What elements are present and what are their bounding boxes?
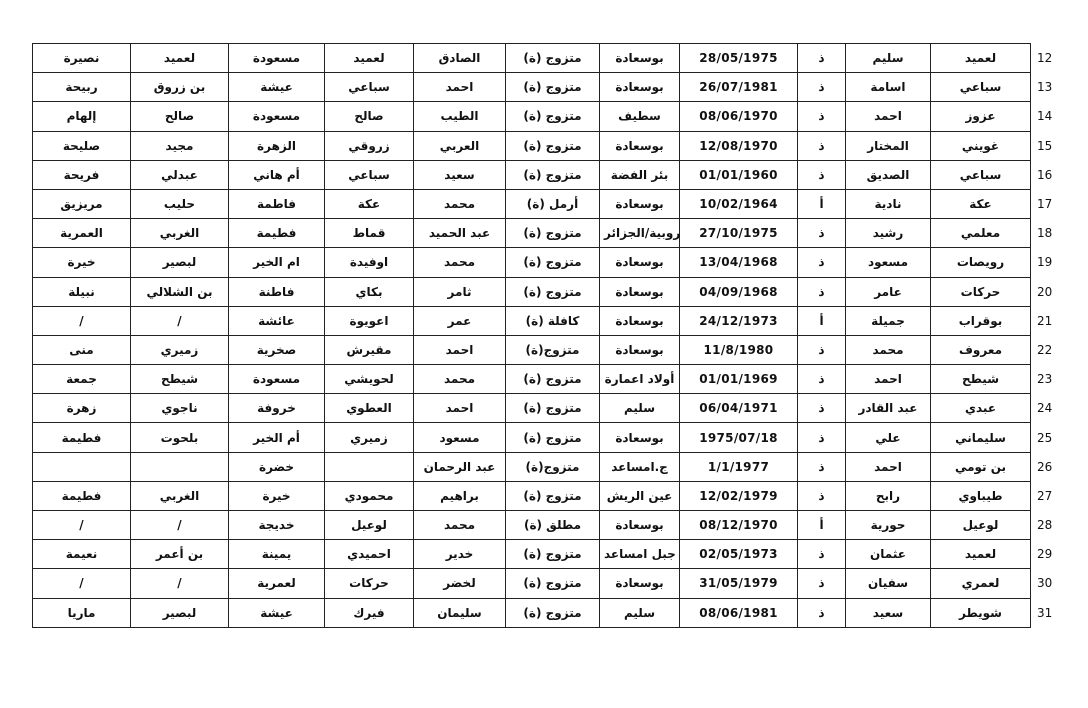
cell-grandmother-first-name: لعمرية: [229, 569, 325, 598]
table-row: [33, 423, 1088, 452]
cell-marital-status: أرمل (ة): [506, 189, 600, 218]
cell-grandmother-last-name: اعويوة: [325, 306, 414, 335]
cell-marital-status: متزوج (ة): [506, 219, 600, 248]
cell-first-name: عبد القادر: [846, 394, 931, 423]
cell-gender: ذ: [798, 44, 846, 73]
cell-birth-place: أولاد اعمارة: [600, 365, 680, 394]
cell-grandmother-last-name: فيرك: [325, 598, 414, 627]
cell-grandmother-first-name: خروفة: [229, 394, 325, 423]
row-number: 20: [1037, 284, 1053, 299]
row-number: 26: [1037, 459, 1053, 474]
cell-first-name: محمد: [846, 335, 931, 364]
cell-mother-last-name: الغربي: [131, 481, 229, 510]
cell-birth-date: 27/10/1975: [680, 219, 798, 248]
cell-mother-first-name: /: [33, 569, 131, 598]
row-number: 23: [1037, 372, 1053, 387]
cell-birth-date: 06/04/1971: [680, 394, 798, 423]
cell-first-name: احمد: [846, 102, 931, 131]
cell-birth-place: جبل امساعد: [600, 540, 680, 569]
cell-birth-place: بوسعادة: [600, 569, 680, 598]
cell-grandmother-last-name: سباعي: [325, 73, 414, 102]
cell-birth-date: 24/12/1973: [680, 306, 798, 335]
row-number: 12: [1037, 51, 1053, 66]
cell-grandmother-first-name: صخرية: [229, 335, 325, 364]
cell-last-name: طيباوي: [931, 481, 1031, 510]
cell-first-name: المختار: [846, 131, 931, 160]
cell-last-name: بوقراب: [931, 306, 1031, 335]
row-number: 22: [1037, 342, 1053, 357]
cell-grandmother-first-name: فاطنة: [229, 277, 325, 306]
cell-mother-last-name: لبصير: [131, 598, 229, 627]
cell-marital-status: (ة)متزوج: [506, 335, 600, 364]
cell-father-name: احمد: [414, 73, 506, 102]
cell-mother-first-name: إلهام: [33, 102, 131, 131]
roster-rows: [33, 44, 1088, 628]
cell-grandmother-first-name: مسعودة: [229, 365, 325, 394]
cell-mother-first-name: صليحة: [33, 131, 131, 160]
cell-gender: ذ: [798, 160, 846, 189]
cell-mother-last-name: /: [131, 306, 229, 335]
cell-gender: ذ: [798, 102, 846, 131]
cell-grandmother-last-name: قماط: [325, 219, 414, 248]
cell-first-name: علي: [846, 423, 931, 452]
cell-birth-date: 01/01/1969: [680, 365, 798, 394]
cell-first-name: سعيد: [846, 598, 931, 627]
cell-gender: ذ: [798, 423, 846, 452]
cell-last-name: عكة: [931, 189, 1031, 218]
cell-birth-place: بوسعادة: [600, 511, 680, 540]
cell-birth-place: سليم: [600, 394, 680, 423]
cell-mother-first-name: ماريا: [33, 598, 131, 627]
table-row: [33, 131, 1088, 160]
cell-father-name: احمد: [414, 335, 506, 364]
cell-birth-place: عين الريش: [600, 481, 680, 510]
cell-mother-first-name: جمعة: [33, 365, 131, 394]
cell-mother-first-name: العمرية: [33, 219, 131, 248]
cell-gender: ذ: [798, 598, 846, 627]
cell-gender: ذ: [798, 394, 846, 423]
cell-grandmother-last-name: زميري: [325, 423, 414, 452]
cell-mother-first-name: [33, 452, 131, 481]
cell-birth-place: بوسعادة: [600, 306, 680, 335]
table-row: [33, 511, 1088, 540]
cell-mother-last-name: /: [131, 569, 229, 598]
cell-father-name: سليمان: [414, 598, 506, 627]
cell-last-name: رويصات: [931, 248, 1031, 277]
cell-first-name: الصديق: [846, 160, 931, 189]
cell-grandmother-last-name: سباعي: [325, 160, 414, 189]
cell-mother-last-name: زميري: [131, 335, 229, 364]
cell-mother-first-name: /: [33, 511, 131, 540]
cell-last-name: لعميد: [931, 540, 1031, 569]
cell-father-name: لخضر: [414, 569, 506, 598]
cell-birth-date: 13/04/1968: [680, 248, 798, 277]
cell-grandmother-first-name: فاطمة: [229, 189, 325, 218]
cell-birth-date: 08/06/1981: [680, 598, 798, 627]
cell-mother-last-name: بن الشلالي: [131, 277, 229, 306]
cell-grandmother-first-name: عائشة: [229, 306, 325, 335]
cell-mother-first-name: فطيمة: [33, 481, 131, 510]
table-row: [33, 481, 1088, 510]
cell-grandmother-last-name: لعميد: [325, 44, 414, 73]
cell-first-name: عثمان: [846, 540, 931, 569]
cell-gender: ذ: [798, 365, 846, 394]
cell-marital-status: متزوج (ة): [506, 102, 600, 131]
cell-birth-date: 08/12/1970: [680, 511, 798, 540]
cell-father-name: عبد الرحمان: [414, 452, 506, 481]
cell-father-name: محمد: [414, 365, 506, 394]
cell-birth-place: بوسعادة: [600, 423, 680, 452]
cell-mother-last-name: حليب: [131, 189, 229, 218]
table-row: [33, 394, 1088, 423]
cell-grandmother-last-name: احميدي: [325, 540, 414, 569]
cell-grandmother-last-name: مقيرش: [325, 335, 414, 364]
roster-table: [32, 43, 1088, 628]
cell-birth-place: سطيف: [600, 102, 680, 131]
cell-gender: أ: [798, 511, 846, 540]
cell-birth-date: 1/1/1977: [680, 452, 798, 481]
cell-grandmother-last-name: حركات: [325, 569, 414, 598]
cell-last-name: لعميد: [931, 44, 1031, 73]
cell-marital-status: (ة)متزوج: [506, 452, 600, 481]
cell-mother-last-name: شيطح: [131, 365, 229, 394]
cell-birth-date: 31/05/1979: [680, 569, 798, 598]
cell-marital-status: كافلة (ة): [506, 306, 600, 335]
cell-first-name: جميلة: [846, 306, 931, 335]
row-number: 16: [1037, 167, 1053, 182]
row-number: 27: [1037, 488, 1053, 503]
cell-birth-date: 12/08/1970: [680, 131, 798, 160]
cell-birth-date: 26/07/1981: [680, 73, 798, 102]
cell-father-name: الصادق: [414, 44, 506, 73]
cell-mother-first-name: /: [33, 306, 131, 335]
cell-last-name: سليماني: [931, 423, 1031, 452]
cell-mother-last-name: [131, 452, 229, 481]
cell-mother-first-name: زهرة: [33, 394, 131, 423]
row-number: 24: [1037, 401, 1053, 416]
cell-father-name: محمد: [414, 511, 506, 540]
table-row: [33, 219, 1088, 248]
cell-last-name: لوعيل: [931, 511, 1031, 540]
cell-first-name: رشيد: [846, 219, 931, 248]
cell-grandmother-last-name: محمودي: [325, 481, 414, 510]
cell-father-name: ثامر: [414, 277, 506, 306]
cell-mother-first-name: نبيلة: [33, 277, 131, 306]
cell-birth-date: 1975/07/18: [680, 423, 798, 452]
table-row: [33, 102, 1088, 131]
cell-grandmother-first-name: مسعودة: [229, 102, 325, 131]
cell-marital-status: متزوج (ة): [506, 160, 600, 189]
cell-gender: ذ: [798, 569, 846, 598]
cell-gender: ذ: [798, 248, 846, 277]
cell-mother-last-name: الغربي: [131, 219, 229, 248]
cell-mother-last-name: بن زروق: [131, 73, 229, 102]
cell-birth-place: روبية/الجزائر: [600, 219, 680, 248]
cell-last-name: سباعي: [931, 160, 1031, 189]
row-number: 15: [1037, 138, 1053, 153]
cell-last-name: عبدي: [931, 394, 1031, 423]
cell-grandmother-last-name: بكاي: [325, 277, 414, 306]
cell-last-name: شيطح: [931, 365, 1031, 394]
table-row: [33, 306, 1088, 335]
cell-last-name: شويطر: [931, 598, 1031, 627]
cell-mother-first-name: ربيحة: [33, 73, 131, 102]
cell-father-name: براهيم: [414, 481, 506, 510]
cell-marital-status: متزوج (ة): [506, 73, 600, 102]
cell-last-name: معلمي: [931, 219, 1031, 248]
cell-grandmother-first-name: عيشة: [229, 598, 325, 627]
cell-mother-last-name: بن أعمر: [131, 540, 229, 569]
cell-first-name: حورية: [846, 511, 931, 540]
cell-mother-last-name: مجيد: [131, 131, 229, 160]
cell-gender: أ: [798, 306, 846, 335]
table-row: [33, 598, 1088, 627]
cell-mother-last-name: لعميد: [131, 44, 229, 73]
row-number: 29: [1037, 547, 1053, 562]
cell-marital-status: متزوج (ة): [506, 131, 600, 160]
cell-grandmother-last-name: اوفيدة: [325, 248, 414, 277]
cell-mother-last-name: /: [131, 511, 229, 540]
cell-grandmother-first-name: خضرة: [229, 452, 325, 481]
cell-father-name: مسعود: [414, 423, 506, 452]
cell-grandmother-first-name: أم الخير: [229, 423, 325, 452]
row-number: 21: [1037, 313, 1053, 328]
table-row: [33, 569, 1088, 598]
cell-birth-place: بوسعادة: [600, 189, 680, 218]
cell-mother-first-name: منى: [33, 335, 131, 364]
row-number: 25: [1037, 430, 1053, 445]
cell-father-name: احمد: [414, 394, 506, 423]
cell-mother-last-name: عبدلي: [131, 160, 229, 189]
cell-grandmother-last-name: صالح: [325, 102, 414, 131]
cell-birth-place: بوسعادة: [600, 131, 680, 160]
cell-mother-first-name: خيرة: [33, 248, 131, 277]
cell-gender: ذ: [798, 73, 846, 102]
row-number: 31: [1037, 605, 1053, 620]
cell-grandmother-first-name: فطيمة: [229, 219, 325, 248]
cell-marital-status: مطلق (ة): [506, 511, 600, 540]
cell-last-name: بن تومي: [931, 452, 1031, 481]
cell-marital-status: متزوج (ة): [506, 423, 600, 452]
cell-first-name: اسامة: [846, 73, 931, 102]
cell-birth-date: 02/05/1973: [680, 540, 798, 569]
cell-grandmother-first-name: مسعودة: [229, 44, 325, 73]
cell-gender: ذ: [798, 481, 846, 510]
cell-grandmother-last-name: زروقي: [325, 131, 414, 160]
table-row: [33, 160, 1088, 189]
row-number: 30: [1037, 576, 1053, 591]
cell-first-name: سفيان: [846, 569, 931, 598]
cell-mother-first-name: فريحة: [33, 160, 131, 189]
cell-last-name: معروف: [931, 335, 1031, 364]
cell-grandmother-first-name: الزهرة: [229, 131, 325, 160]
cell-birth-date: 12/02/1979: [680, 481, 798, 510]
row-number: 17: [1037, 197, 1053, 212]
row-number: 14: [1037, 109, 1053, 124]
cell-mother-first-name: نصيرة: [33, 44, 131, 73]
cell-gender: ذ: [798, 540, 846, 569]
cell-marital-status: متزوج (ة): [506, 569, 600, 598]
row-number: 18: [1037, 226, 1053, 241]
cell-gender: ذ: [798, 277, 846, 306]
cell-marital-status: متزوج (ة): [506, 365, 600, 394]
table-row: [33, 335, 1088, 364]
cell-grandmother-last-name: لوعيل: [325, 511, 414, 540]
table-row: [33, 44, 1088, 73]
cell-first-name: نادية: [846, 189, 931, 218]
table-row: [33, 277, 1088, 306]
row-number: 28: [1037, 518, 1053, 533]
cell-birth-date: 11/8/1980: [680, 335, 798, 364]
cell-mother-first-name: نعيمة: [33, 540, 131, 569]
cell-last-name: غويني: [931, 131, 1031, 160]
cell-mother-last-name: لبصير: [131, 248, 229, 277]
cell-marital-status: متزوج (ة): [506, 481, 600, 510]
table-row: [33, 540, 1088, 569]
cell-birth-date: 08/06/1970: [680, 102, 798, 131]
table-row: [33, 248, 1088, 277]
row-number: 19: [1037, 255, 1053, 270]
cell-birth-date: 10/02/1964: [680, 189, 798, 218]
cell-grandmother-first-name: خديجة: [229, 511, 325, 540]
cell-father-name: خدير: [414, 540, 506, 569]
cell-grandmother-last-name: عكة: [325, 189, 414, 218]
cell-grandmother-first-name: أم هاني: [229, 160, 325, 189]
cell-father-name: سعيد: [414, 160, 506, 189]
cell-birth-place: بوسعادة: [600, 248, 680, 277]
cell-birth-place: ج.امساعد: [600, 452, 680, 481]
cell-mother-last-name: صالح: [131, 102, 229, 131]
cell-grandmother-last-name: [325, 452, 414, 481]
cell-gender: أ: [798, 189, 846, 218]
cell-gender: ذ: [798, 131, 846, 160]
cell-first-name: سليم: [846, 44, 931, 73]
cell-birth-place: بوسعادة: [600, 277, 680, 306]
cell-birth-date: 28/05/1975: [680, 44, 798, 73]
cell-mother-last-name: ناجوي: [131, 394, 229, 423]
cell-first-name: رابح: [846, 481, 931, 510]
cell-birth-place: سليم: [600, 598, 680, 627]
cell-grandmother-first-name: ام الخير: [229, 248, 325, 277]
cell-marital-status: متزوج (ة): [506, 394, 600, 423]
cell-birth-date: 04/09/1968: [680, 277, 798, 306]
cell-last-name: لعمري: [931, 569, 1031, 598]
cell-grandmother-last-name: لحويشي: [325, 365, 414, 394]
cell-marital-status: متزوج (ة): [506, 540, 600, 569]
cell-birth-place: بئر الفضة: [600, 160, 680, 189]
row-number: 13: [1037, 80, 1053, 95]
cell-birth-date: 01/01/1960: [680, 160, 798, 189]
cell-father-name: الطيب: [414, 102, 506, 131]
cell-last-name: سباعي: [931, 73, 1031, 102]
cell-father-name: محمد: [414, 248, 506, 277]
table-row: [33, 365, 1088, 394]
cell-mother-first-name: مريزيق: [33, 189, 131, 218]
cell-grandmother-last-name: العطوي: [325, 394, 414, 423]
cell-mother-last-name: بلحوت: [131, 423, 229, 452]
cell-gender: ذ: [798, 452, 846, 481]
cell-grandmother-first-name: خيرة: [229, 481, 325, 510]
cell-birth-place: بوسعادة: [600, 73, 680, 102]
cell-grandmother-first-name: عيشة: [229, 73, 325, 102]
cell-father-name: عمر: [414, 306, 506, 335]
cell-first-name: احمد: [846, 365, 931, 394]
table-row: [33, 189, 1088, 218]
table-row: [33, 73, 1088, 102]
cell-father-name: عبد الحميد: [414, 219, 506, 248]
cell-first-name: احمد: [846, 452, 931, 481]
cell-marital-status: متزوج (ة): [506, 248, 600, 277]
cell-marital-status: متزوج (ة): [506, 277, 600, 306]
cell-father-name: العربي: [414, 131, 506, 160]
cell-birth-place: بوسعادة: [600, 44, 680, 73]
cell-first-name: عامر: [846, 277, 931, 306]
cell-marital-status: متزوج (ة): [506, 598, 600, 627]
cell-gender: ذ: [798, 219, 846, 248]
cell-father-name: محمد: [414, 189, 506, 218]
cell-grandmother-first-name: يمينة: [229, 540, 325, 569]
cell-last-name: عزوز: [931, 102, 1031, 131]
cell-mother-first-name: فطيمة: [33, 423, 131, 452]
cell-birth-place: بوسعادة: [600, 335, 680, 364]
cell-first-name: مسعود: [846, 248, 931, 277]
cell-gender: ذ: [798, 335, 846, 364]
table-row: [33, 452, 1088, 481]
cell-marital-status: متزوج (ة): [506, 44, 600, 73]
cell-last-name: حركات: [931, 277, 1031, 306]
